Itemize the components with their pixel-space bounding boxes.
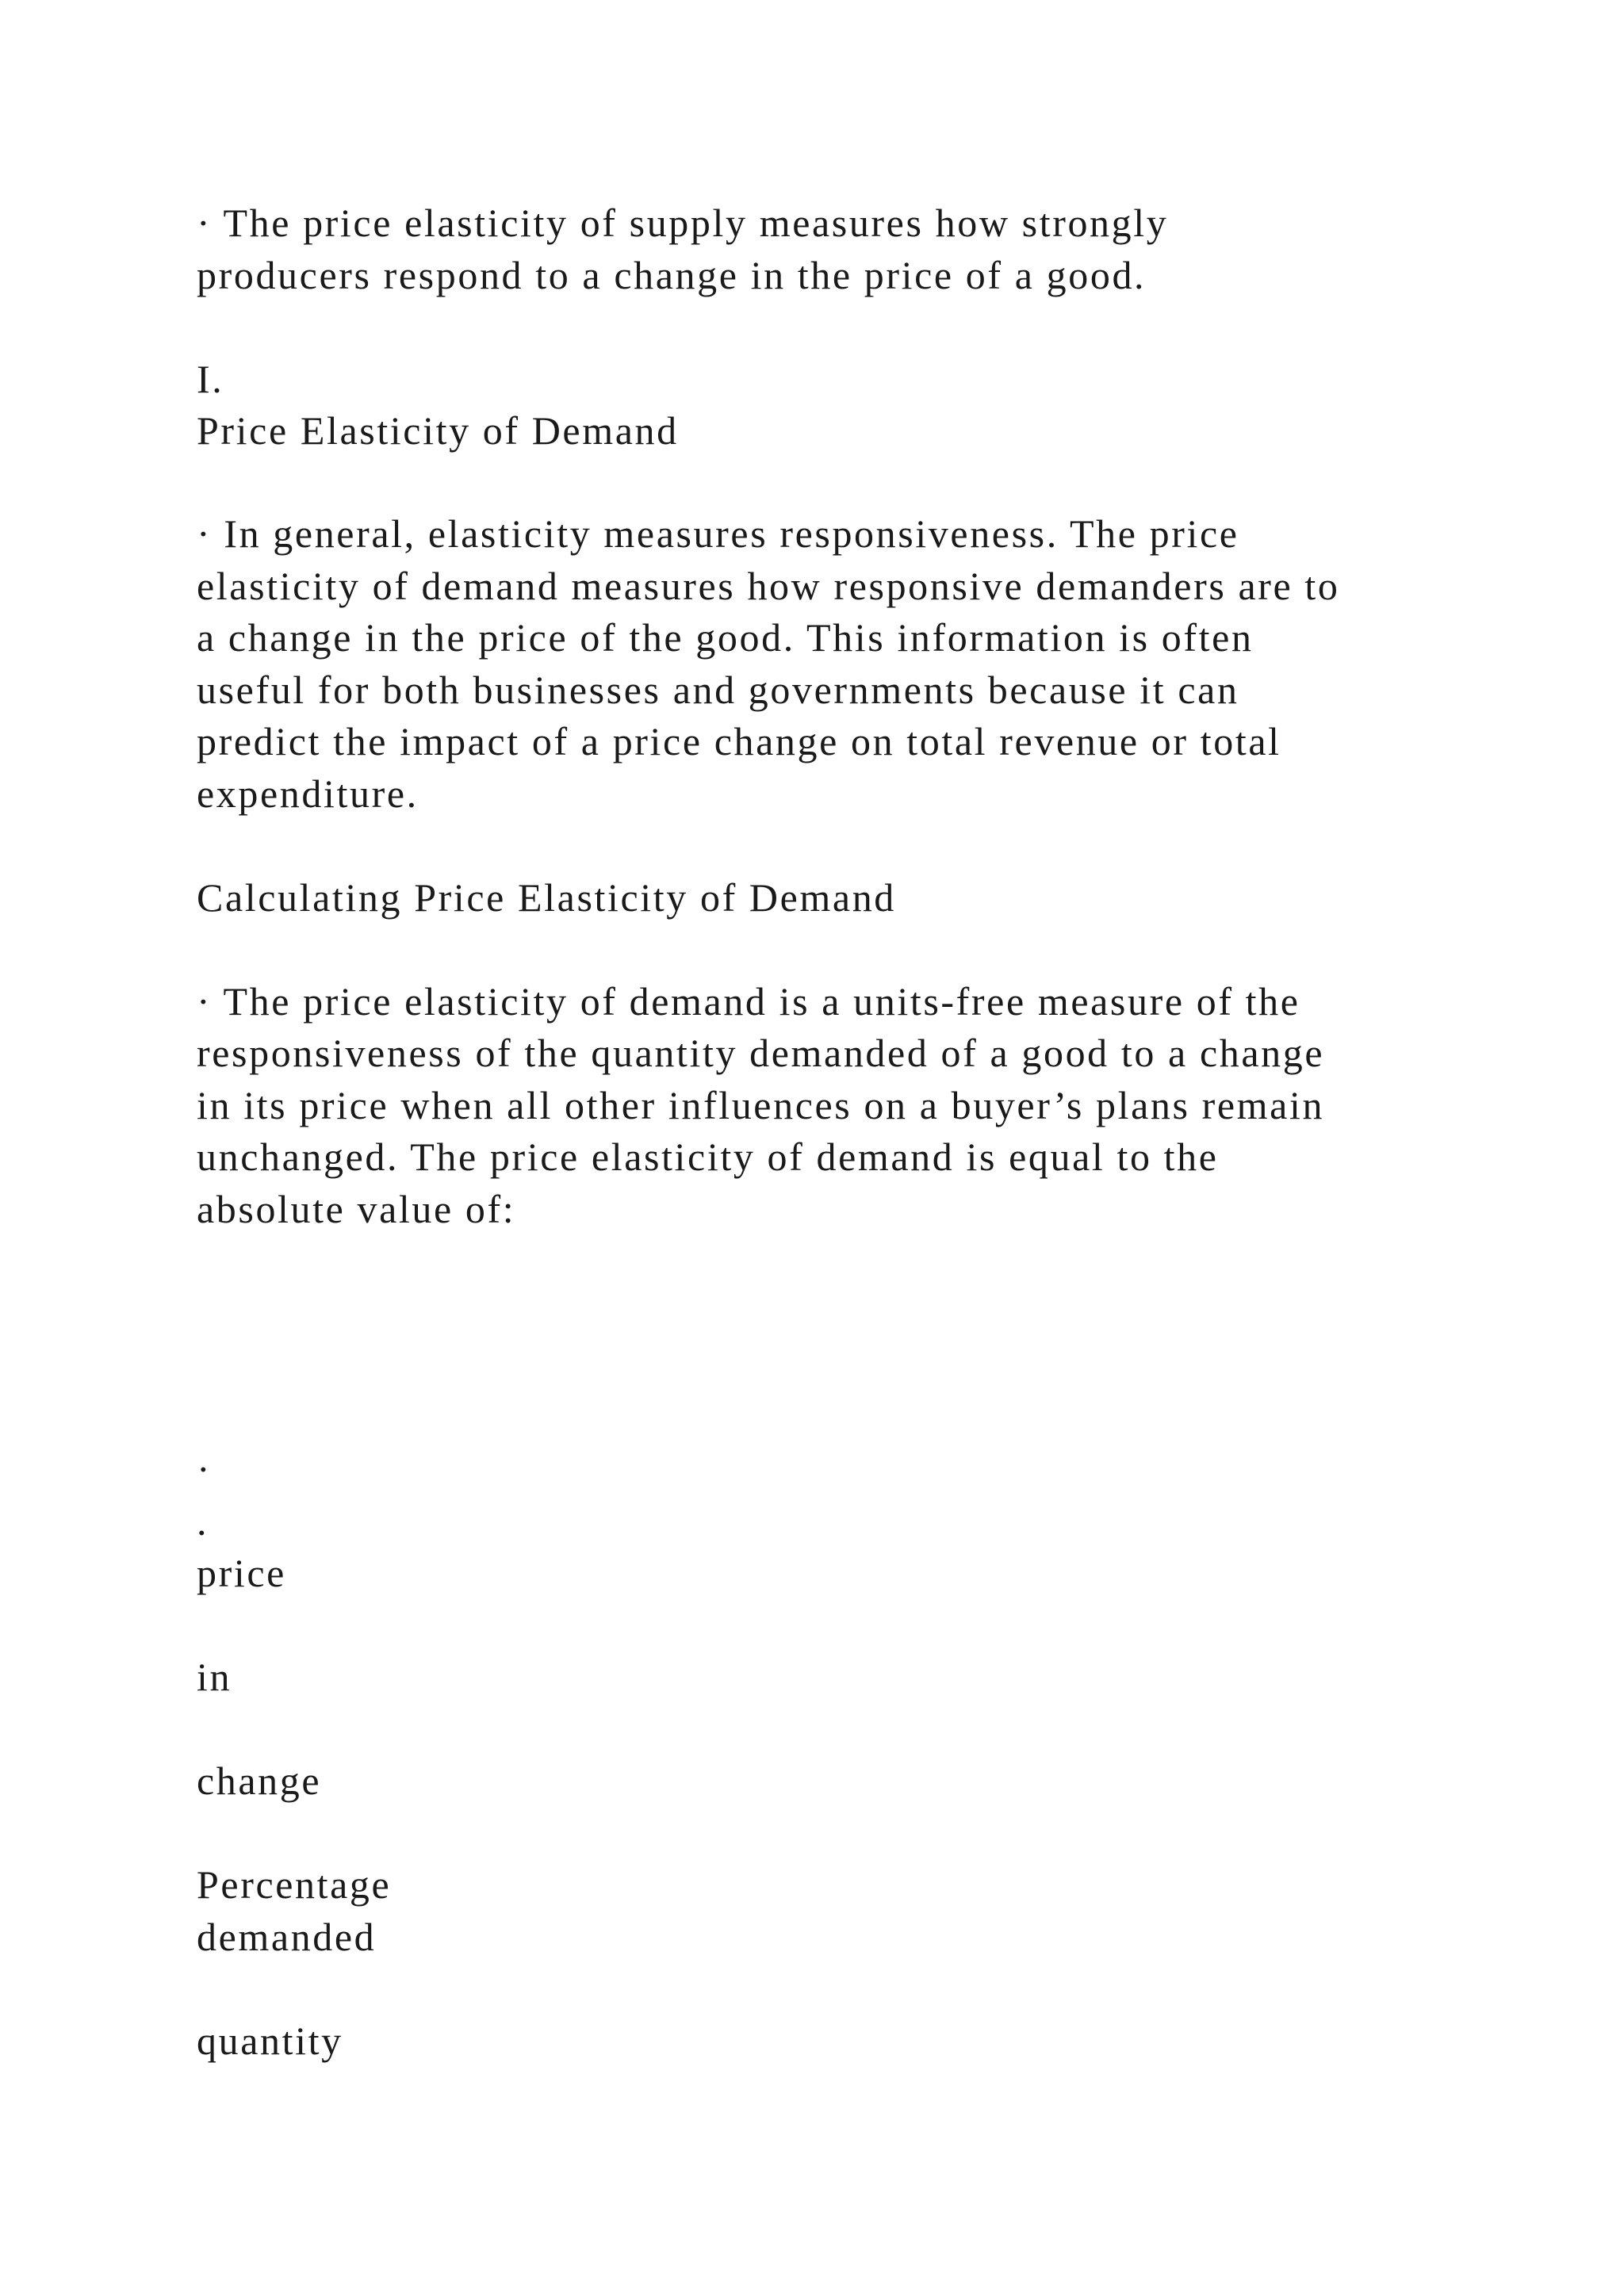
definition-bullet-line-4: unchanged. The price elasticity of demand is equal to the <box>197 1135 1219 1179</box>
formula-word-price: price <box>197 1551 286 1595</box>
formula-dot-1: · <box>197 1447 213 1491</box>
general-bullet-line-2: elasticity of demand measures how responsive demanders are to <box>197 564 1340 608</box>
definition-bullet-line-2: responsiveness of the quantity demanded of a good to a change <box>197 1031 1325 1075</box>
general-bullet-line-5: predict the impact of a price change on total revenue or total <box>197 719 1281 763</box>
general-bullet-line-1: · In general, elasticity measures responsiveness. The price <box>197 511 1239 556</box>
supply-bullet-line-1: · The price elasticity of supply measures how strongly <box>197 201 1169 245</box>
formula-word-percentage: Percentage <box>197 1862 392 1907</box>
general-bullet-line-4: useful for both businesses and governments because it can <box>197 668 1239 712</box>
general-bullet-line-3: a change in the price of the good. This information is often <box>197 615 1254 660</box>
formula-word-in: in <box>197 1655 232 1699</box>
general-bullet-line-6: expenditure. <box>197 771 419 816</box>
formula-word-change: change <box>197 1758 322 1803</box>
subheading: Calculating Price Elasticity of Demand <box>197 875 896 920</box>
formula-word-demanded: demanded <box>197 1915 377 1959</box>
formula-dot-2: . <box>197 1499 209 1544</box>
definition-bullet-line-5: absolute value of: <box>197 1187 516 1231</box>
formula-word-quantity: quantity <box>197 2019 343 2063</box>
definition-bullet-line-3: in its price when all other influences on a buyer’s plans remain <box>197 1083 1325 1127</box>
section-title: Price Elasticity of Demand <box>197 408 679 453</box>
supply-bullet-line-2: producers respond to a change in the price of a good. <box>197 253 1147 297</box>
section-number: I. <box>197 357 224 401</box>
definition-bullet-line-1: · The price elasticity of demand is a units-free measure of the <box>197 979 1300 1024</box>
